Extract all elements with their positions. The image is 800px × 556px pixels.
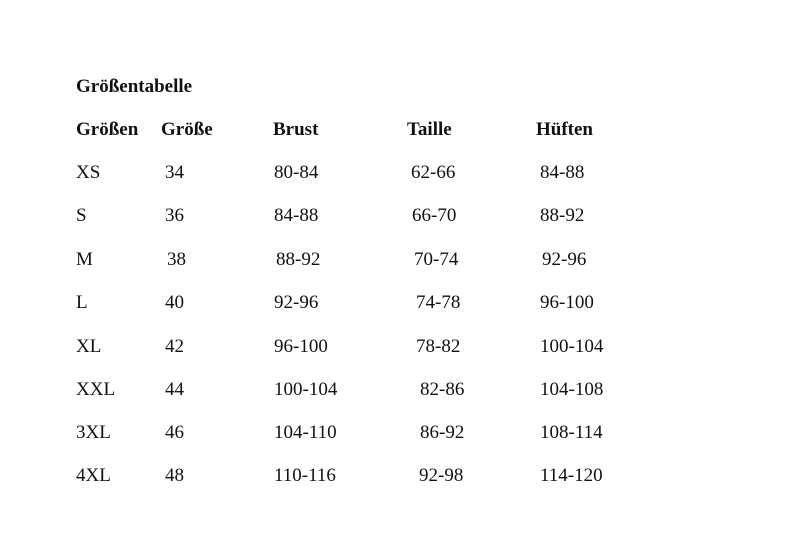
cell-waist: 86-92 (420, 422, 465, 443)
cell-waist: 70-74 (414, 249, 459, 270)
cell-size: 40 (165, 292, 184, 313)
cell-size: 46 (165, 422, 184, 443)
header-waist: Taille (407, 119, 452, 140)
cell-hips: 100-104 (540, 336, 604, 357)
cell-waist: 92-98 (419, 465, 464, 486)
cell-label: L (76, 292, 88, 313)
header-sizes: Größen (76, 119, 139, 140)
cell-label: 3XL (76, 422, 111, 443)
cell-chest: 110-116 (274, 465, 336, 486)
cell-hips: 92-96 (542, 249, 587, 270)
page-title: Größentabelle (76, 76, 193, 97)
cell-chest: 104-110 (274, 422, 337, 443)
cell-chest: 80-84 (274, 162, 319, 183)
cell-waist: 62-66 (411, 162, 456, 183)
cell-size: 44 (165, 379, 184, 400)
header-size: Größe (161, 119, 213, 140)
cell-label: XS (76, 162, 101, 183)
cell-chest: 96-100 (274, 336, 328, 357)
cell-chest: 88-92 (276, 249, 321, 270)
cell-waist: 74-78 (416, 292, 461, 313)
cell-hips: 114-120 (540, 465, 603, 486)
cell-size: 36 (165, 205, 184, 226)
cell-size: 38 (167, 249, 186, 270)
cell-label: S (76, 205, 87, 226)
cell-size: 34 (165, 162, 184, 183)
cell-hips: 84-88 (540, 162, 585, 183)
cell-label: 4XL (76, 465, 111, 486)
cell-label: XXL (76, 379, 116, 400)
cell-chest: 100-104 (274, 379, 338, 400)
header-hips: Hüften (536, 119, 593, 140)
cell-label: XL (76, 336, 102, 357)
cell-hips: 104-108 (540, 379, 604, 400)
cell-label: M (76, 249, 93, 270)
header-chest: Brust (273, 119, 319, 140)
cell-waist: 66-70 (412, 205, 457, 226)
cell-chest: 92-96 (274, 292, 319, 313)
cell-size: 42 (165, 336, 184, 357)
cell-chest: 84-88 (274, 205, 319, 226)
cell-hips: 108-114 (540, 422, 603, 443)
cell-waist: 78-82 (416, 336, 461, 357)
cell-hips: 88-92 (540, 205, 585, 226)
cell-size: 48 (165, 465, 184, 486)
cell-hips: 96-100 (540, 292, 594, 313)
cell-waist: 82-86 (420, 379, 465, 400)
